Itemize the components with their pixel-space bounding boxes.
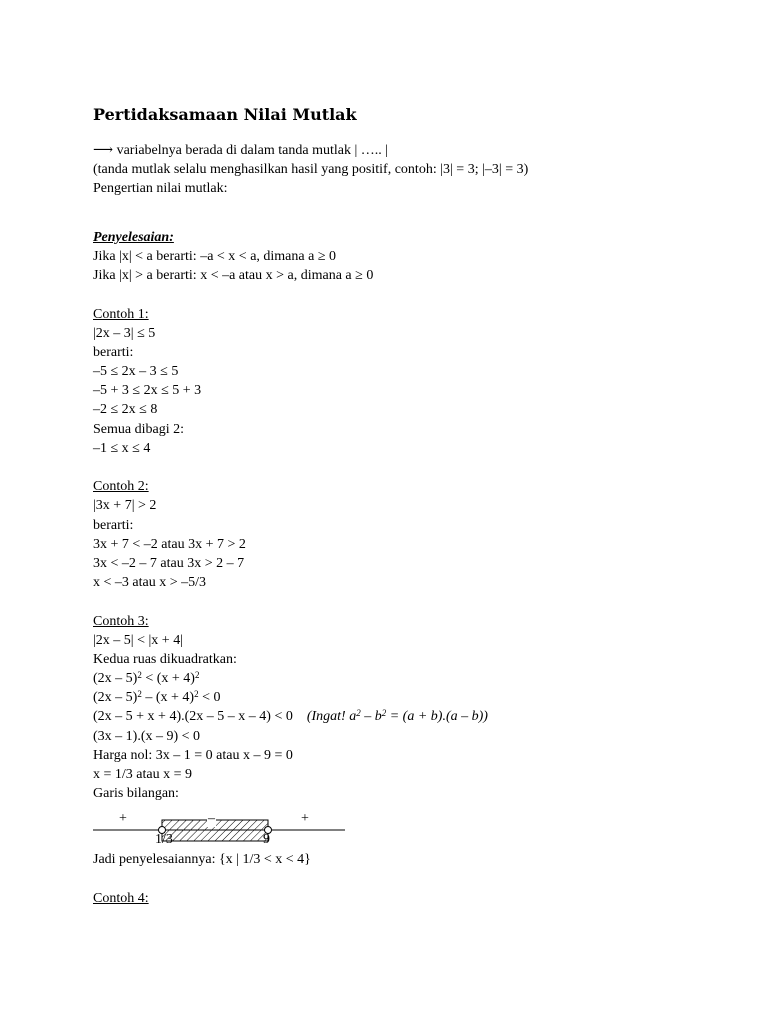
contoh4-heading: Contoh 4: [93, 890, 149, 906]
document-page [93, 103, 733, 908]
contoh1-line: |2x – 3| ≤ 5 [93, 325, 156, 341]
contoh3-result: Jadi penyelesaiannya: {x | 1/3 < x < 4} [93, 852, 311, 868]
contoh3-line: |2x – 5| < |x + 4| [93, 632, 184, 648]
sign-middle: – [208, 811, 215, 827]
contoh1-line: –5 ≤ 2x – 3 ≤ 5 [93, 364, 179, 380]
contoh1-line: –2 ≤ 2x ≤ 8 [93, 402, 158, 418]
intro-line-3: Pengertian nilai mutlak: [93, 181, 228, 197]
contoh3-line: Garis bilangan: [93, 786, 179, 802]
contoh1-line: Semua dibagi 2: [93, 421, 184, 437]
number-line-diagram [93, 807, 353, 845]
rule-2: Jika |x| > a berarti: x < –a atau x > a, dimana a ≥ 0 [93, 268, 374, 284]
contoh3-line: x = 1/3 atau x = 9 [93, 767, 192, 782]
page-title: Pertidaksamaan Nilai Mutlak [93, 105, 357, 124]
contoh2-line: 3x < –2 – 7 atau 3x > 2 – 7 [93, 555, 245, 571]
contoh1-line: –1 ≤ x ≤ 4 [93, 440, 151, 456]
contoh2-heading: Contoh 2: [93, 479, 149, 495]
sign-right: + [301, 811, 309, 827]
contoh1-line: –5 + 3 ≤ 2x ≤ 5 + 3 [93, 383, 202, 399]
contoh3-line: $(2x - 5)^2 - (x + 4)^2 < 0$ [93, 689, 221, 706]
contoh2-line: x < –3 atau x > –5/3 [93, 575, 206, 591]
rule-1: Jika |x| < a berarti: –a < x < a, dimana a ≥ 0 [93, 248, 337, 264]
contoh3-line: (2x – 5 + x + 4).(2x – 5 – x – 4) < 0 (Ingat! $a^2 - b^2 = (a + b).(a - b)$) [93, 708, 488, 725]
contoh2-line: 3x + 7 < –2 atau 3x + 7 > 2 [93, 536, 246, 552]
contoh3-line: $(2x - 5)^2 < (x + 4)^2$ [93, 670, 200, 687]
sign-left: + [119, 811, 127, 827]
number-line [93, 807, 353, 848]
label-right: 9 [263, 832, 270, 848]
label-left: 1/3 [155, 832, 173, 848]
contoh3-line: Kedua ruas dikuadratkan: [93, 651, 237, 667]
contoh1-heading: Contoh 1: [93, 306, 149, 322]
contoh3-line: (3x – 1).(x – 9) < 0 [93, 728, 201, 744]
contoh2-line: berarti: [93, 517, 134, 533]
intro-line-1: ⟶ variabelnya berada di dalam tanda mutlak | ….. | [93, 143, 389, 158]
contoh2-line: |3x + 7| > 2 [93, 498, 157, 514]
contoh3-line: Harga nol: 3x – 1 = 0 atau x – 9 = 0 [93, 747, 293, 763]
intro-line-2: (tanda mutlak selalu menghasilkan hasil yang positif, contoh: |3| = 3; |–3| = 3) [93, 162, 529, 178]
contoh1-line: berarti: [93, 344, 134, 360]
contoh3-heading: Contoh 3: [93, 613, 149, 629]
penyelesaian-heading: Penyelesaian: [93, 229, 174, 245]
identity-note: (Ingat! $a^2 - b^2 = (a + b).(a - b)$) [306, 708, 488, 725]
